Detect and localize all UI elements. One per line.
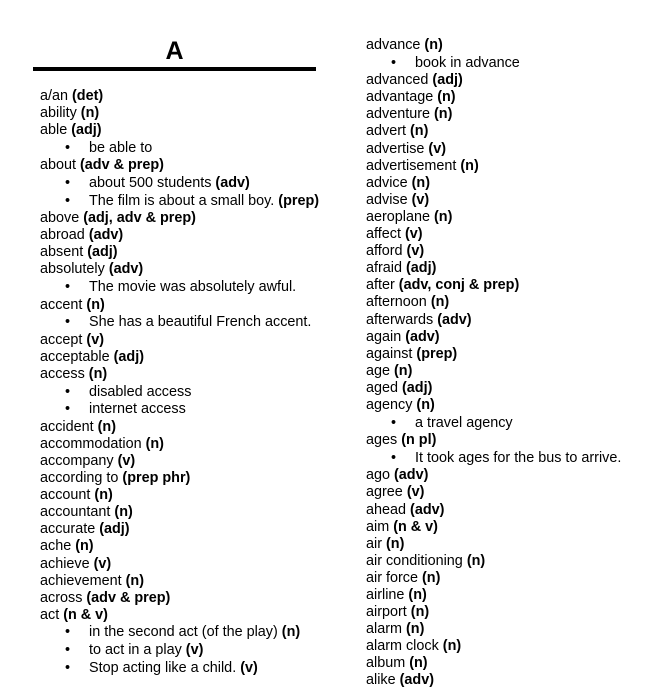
word-entry [40,366,340,383]
part-of-speech: (n & v) [63,606,108,623]
headword: account [40,487,91,504]
headword: accident [40,418,94,435]
part-of-speech: (n) [394,362,413,379]
word-entry [40,538,340,555]
example-text: It took ages for the bus to arrive. [415,449,622,466]
part-of-speech: (n) [88,366,108,382]
word-entry [366,243,651,260]
word-entry [40,332,340,349]
headword: achievement [40,572,122,589]
word-entry [40,607,340,624]
headword: against [366,345,413,362]
part-of-speech: (v) [411,191,430,208]
word-entry [366,106,651,123]
example-item [366,450,651,467]
example-text: to act in a play [89,642,182,658]
word-entry [366,570,651,587]
part-of-speech: (n) [75,538,94,555]
word-entry [366,37,651,54]
word-entry [366,502,651,519]
headword: advanced [366,72,429,89]
headword: accommodation [40,435,142,452]
example-item [40,314,340,331]
part-of-speech: (v) [404,226,423,243]
example-item [40,624,340,641]
part-of-speech: (n) [114,504,133,521]
bullet-icon: • [65,174,71,191]
part-of-speech: (adv) [394,467,429,484]
word-entry [40,487,340,504]
part-of-speech: (v) [240,659,258,676]
word-entry [366,672,651,689]
headword: after [366,277,395,294]
word-entry [366,655,651,672]
word-entry [366,209,651,226]
word-entry [366,363,651,380]
part-of-speech: (adv) [437,311,472,328]
headword: alarm [366,621,402,638]
headword: aged [366,379,399,396]
headword: advertise [366,140,425,157]
headword: ahead [366,501,407,518]
example-item [40,384,340,401]
word-entry [366,89,651,106]
word-entry [366,604,651,621]
example-text: She has a beautiful French accent. [89,314,312,331]
headword: aim [366,518,390,535]
example-text: Stop acting like a child. [89,659,237,676]
headword: affect [366,226,401,243]
headword: adventure [366,106,431,123]
part-of-speech: (adv & prep) [80,157,164,174]
part-of-speech: (v) [93,555,112,572]
headword: ability [40,105,77,122]
part-of-speech: (adj) [99,521,130,538]
part-of-speech: (n & v) [393,518,438,535]
part-of-speech: (adv) [405,328,440,345]
word-entry [366,587,651,604]
section-heading: A [165,37,184,65]
headword: air [366,535,382,552]
example-text: a travel agency [415,414,513,431]
headword: ache [40,538,72,555]
part-of-speech: (adj) [402,379,433,396]
part-of-speech: (n) [434,208,453,225]
headword: according to [40,470,119,487]
part-of-speech: (n) [466,552,486,569]
word-entry [40,88,340,105]
headword: access [40,366,85,382]
word-entry [366,277,651,294]
word-entry [366,72,651,89]
part-of-speech: (n) [86,296,105,313]
word-entry [40,261,340,278]
part-of-speech: (adj) [71,122,102,139]
part-of-speech: (n) [410,123,429,140]
example-text: The movie was absolutely awful. [89,279,297,296]
part-of-speech: (adj) [113,348,144,365]
part-of-speech: (v) [117,452,136,469]
headword: album [366,655,406,672]
headword: a/an [40,88,69,104]
word-entry [40,122,340,139]
headword: achieve [40,555,90,572]
word-entry [40,556,340,573]
word-entry [366,484,651,501]
part-of-speech: (n) [416,396,435,413]
headword: abroad [40,227,85,244]
headword: advance [366,37,421,53]
headword: accurate [40,521,96,538]
word-entry [366,467,651,484]
right-column [366,37,651,690]
headword: afraid [366,260,402,277]
headword: advertisement [366,157,457,174]
bullet-icon: • [65,642,71,658]
word-entry [40,105,340,122]
headword: alike [366,672,396,689]
headword: agency [366,396,413,413]
word-entry [366,294,651,311]
word-entry [40,453,340,470]
word-entry [40,297,340,314]
part-of-speech: (v) [406,484,425,501]
word-entry [40,157,340,174]
bullet-icon: • [65,383,71,400]
part-of-speech: (n) [424,37,443,53]
part-of-speech: (prep) [416,345,458,362]
headword: afford [366,243,403,260]
example-item [40,401,340,418]
part-of-speech: (n) [421,569,441,586]
bullet-icon: • [65,624,71,641]
part-of-speech: (adv) [88,227,124,244]
example-item [40,193,340,210]
part-of-speech: (n) [408,587,427,603]
bullet-icon: • [65,659,71,676]
headword: across [40,589,83,606]
headword: acceptable [40,348,110,365]
bullet-icon: • [391,54,397,71]
headword: ago [366,467,391,484]
part-of-speech: (n pl) [401,432,437,449]
word-entry [366,432,651,449]
example-item [40,660,340,677]
word-entry [40,504,340,521]
part-of-speech: (adv & prep) [86,589,171,606]
word-entry [366,397,651,414]
word-entry [40,590,340,607]
example-text: internet access [89,401,186,418]
word-entry [366,312,651,329]
bullet-icon: • [65,314,71,331]
bullet-icon: • [65,401,71,418]
bullet-icon: • [65,192,71,209]
example-text: The film is about a small boy. [89,192,275,209]
part-of-speech: (v) [428,140,446,157]
part-of-speech: (prep) [278,192,320,209]
word-entry [366,346,651,363]
headword: airport [366,604,407,621]
part-of-speech: (adj, adv & prep) [83,210,196,227]
word-entry [366,123,651,140]
word-entry [366,226,651,243]
part-of-speech: (prep phr) [122,470,191,487]
part-of-speech: (adv) [108,261,144,278]
left-column [40,88,340,677]
part-of-speech: (adv, conj & prep) [398,277,520,294]
word-entry [366,536,651,553]
word-entry [366,380,651,397]
example-text: book in advance [415,54,520,71]
bullet-icon: • [391,414,397,431]
part-of-speech: (n) [437,89,456,106]
headword: aeroplane [366,208,431,225]
headword: advantage [366,89,434,106]
example-item [40,175,340,192]
part-of-speech: (n) [281,624,301,641]
part-of-speech: (adj) [87,244,118,261]
word-entry [366,141,651,158]
word-entry [366,638,651,655]
headword: accept [40,331,83,348]
part-of-speech: (n) [442,638,462,655]
headword: advise [366,191,408,208]
bullet-icon: • [65,279,71,296]
word-entry [40,244,340,261]
example-text: disabled access [89,383,192,400]
word-entry [366,260,651,277]
headword: air force [366,569,418,586]
part-of-speech: (adj) [406,260,437,277]
part-of-speech: (n) [97,418,116,435]
word-entry [366,553,651,570]
word-entry [40,349,340,366]
headword: accompany [40,452,114,469]
word-entry [40,470,340,487]
word-entry [40,573,340,590]
headword: above [40,210,80,227]
headword: advice [366,174,408,191]
word-entry [366,175,651,192]
word-entry [40,227,340,244]
part-of-speech: (n) [145,435,164,452]
headword: air conditioning [366,552,463,569]
part-of-speech: (v) [185,642,204,658]
part-of-speech: (adj) [432,72,463,89]
headword: accent [40,296,83,313]
part-of-speech: (n) [434,106,453,123]
part-of-speech: (n) [410,604,430,621]
headword: accountant [40,504,111,521]
headword: ages [366,432,398,449]
part-of-speech: (n) [405,621,425,638]
word-entry [40,210,340,227]
word-entry [40,521,340,538]
part-of-speech: (n) [460,157,479,174]
word-entry [40,419,340,436]
word-entry [40,436,340,453]
part-of-speech: (v) [86,331,104,348]
heading-rule [33,67,316,71]
part-of-speech: (adv) [399,672,434,689]
headword: about [40,157,77,174]
word-entry [366,158,651,175]
part-of-speech: (n) [386,535,405,552]
headword: airline [366,587,405,603]
part-of-speech: (n) [125,572,144,589]
example-text: about 500 students [89,174,212,191]
word-entry [366,192,651,209]
headword: afternoon [366,294,427,311]
part-of-speech: (det) [72,88,104,104]
headword: again [366,328,402,345]
part-of-speech: (n) [94,487,113,504]
headword: absolutely [40,261,105,278]
part-of-speech: (n) [80,105,100,122]
word-entry [366,519,651,536]
bullet-icon: • [391,449,397,466]
part-of-speech: (n) [409,655,428,672]
example-item [40,279,340,296]
part-of-speech: (adv) [215,174,250,191]
part-of-speech: (adv) [410,501,445,518]
example-item [40,642,340,659]
headword: act [40,606,60,623]
word-entry [366,621,651,638]
word-entry [366,329,651,346]
bullet-icon: • [65,139,71,156]
example-item [366,55,651,72]
example-text: in the second act (of the play) [89,624,278,641]
headword: afterwards [366,311,434,328]
example-item [366,415,651,432]
example-item [40,140,340,157]
part-of-speech: (n) [411,174,430,191]
headword: alarm clock [366,638,439,655]
example-text: be able to [89,139,153,156]
headword: absent [40,244,84,261]
headword: advert [366,123,406,140]
headword: age [366,362,391,379]
part-of-speech: (n) [430,294,450,311]
part-of-speech: (v) [406,243,425,260]
headword: agree [366,484,403,501]
headword: able [40,122,68,139]
